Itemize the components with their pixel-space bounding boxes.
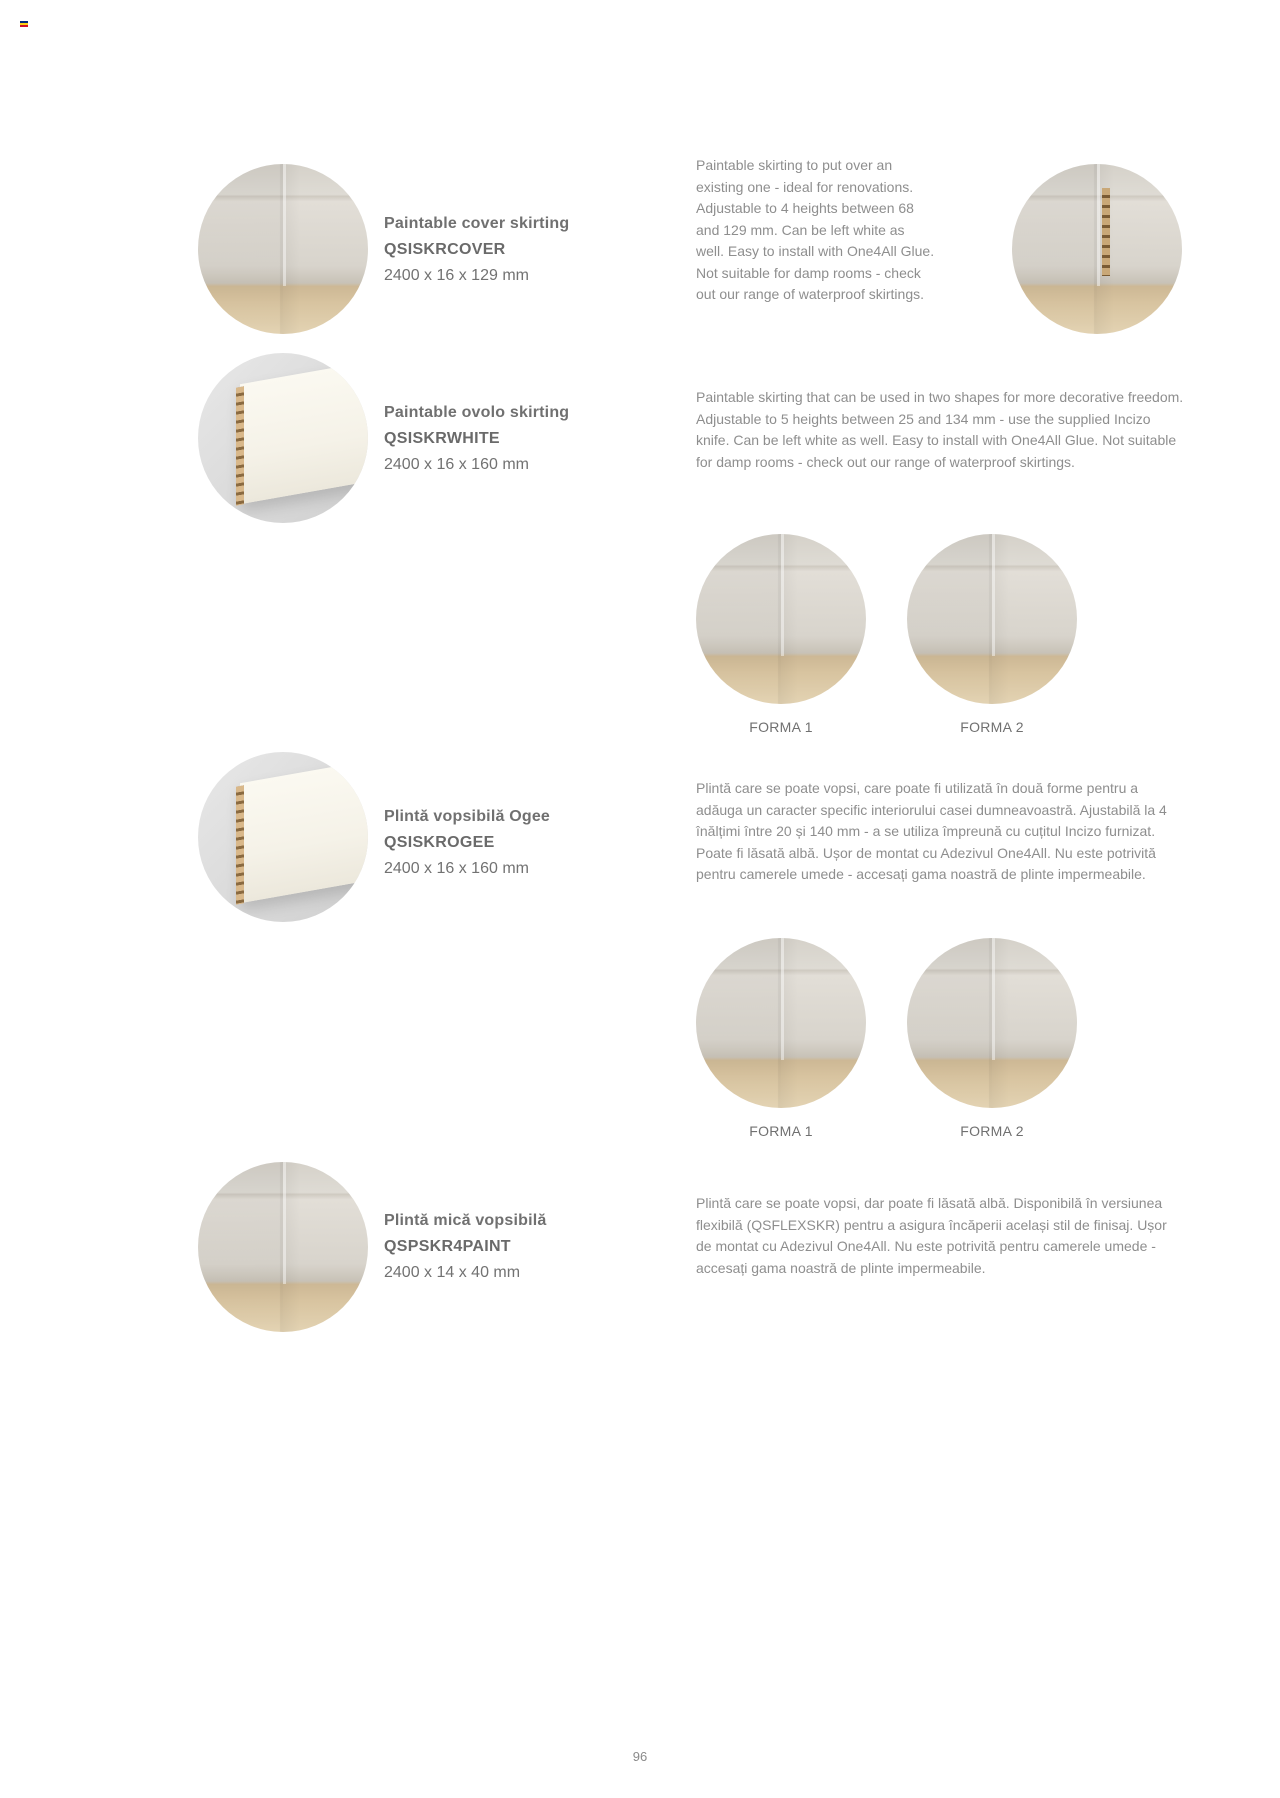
product-code: QSISKROGEE <box>384 834 495 851</box>
product-title: Paintable cover skirting <box>384 215 570 232</box>
product-title: Paintable ovolo skirting <box>384 404 570 421</box>
forma-label: FORMA 1 <box>749 719 813 735</box>
product-photo-small <box>198 1162 368 1332</box>
product-dimensions: 2400 x 16 x 160 mm <box>384 860 529 877</box>
forma-1-photo <box>696 534 866 704</box>
forma-label: FORMA 2 <box>960 1123 1024 1139</box>
product-title: Plintă vopsibilă Ogee <box>384 808 551 825</box>
product-dimensions: 2400 x 16 x 129 mm <box>384 267 529 284</box>
forma-label: FORMA 2 <box>960 719 1024 735</box>
flag-icon <box>20 21 28 27</box>
product-description: Plintă care se poate vopsi, dar poate fi lăsată albă. Disponibilă în versiunea flexibilă (QSFLEXSKR) pentru a asigura încăperii același stil de finisaj. Ușor de montat cu Adezivul One4All. Nu este potrivită pentru camerele umede - accesați gama noastră de plinte impermeabile. <box>696 1195 1167 1276</box>
product-code: QSISKRWHITE <box>384 430 500 447</box>
product-dimensions: 2400 x 14 x 40 mm <box>384 1264 521 1281</box>
product-code: QSISKRCOVER <box>384 241 506 258</box>
product-code: QSPSKR4PAINT <box>384 1238 511 1255</box>
page-number: 96 <box>632 1749 648 1764</box>
forma-1-photo <box>696 938 866 1108</box>
forma-2-photo <box>907 938 1077 1108</box>
product-title: Plintă mică vopsibilă <box>384 1212 547 1229</box>
product-description: Paintable skirting to put over an existing one - ideal for renovations. Adjustable to 4 heights between 68 and 129 mm. Can be left white as well. Easy to install with One4All Glue. Not suitable for damp rooms - check out our range of waterproof skirtings. <box>696 157 935 302</box>
product-detail-photo <box>1012 164 1182 334</box>
forma-2-photo <box>907 534 1077 704</box>
product-photo-ovolo <box>198 353 368 523</box>
product-photo-ogee <box>198 752 368 922</box>
product-description: Paintable skirting that can be used in two shapes for more decorative freedom. Adjustable to 5 heights between 25 and 134 mm - use the supplied Incizo knife. Can be left white as well. Easy to install with One4All Glue. Not suitable for damp rooms - check out our range of waterproof skirtings. <box>696 389 1184 470</box>
product-photo-cover <box>198 164 368 334</box>
product-description: Plintă care se poate vopsi, care poate fi utilizată în două forme pentru a adăuga un caracter specific interiorului casei dumneavoastră. Ajustabilă la 4 înălțimi între 20 și 140 mm - a se utiliza împreună cu cuțitul Incizo furnizat. Poate fi lăsată albă. Ușor de montat cu Adezivul One4All. Nu este potrivită pentru camerele umede - accesați gama noastră de plinte impermeabile. <box>696 780 1167 882</box>
forma-label: FORMA 1 <box>749 1123 813 1139</box>
product-dimensions: 2400 x 16 x 160 mm <box>384 456 529 473</box>
